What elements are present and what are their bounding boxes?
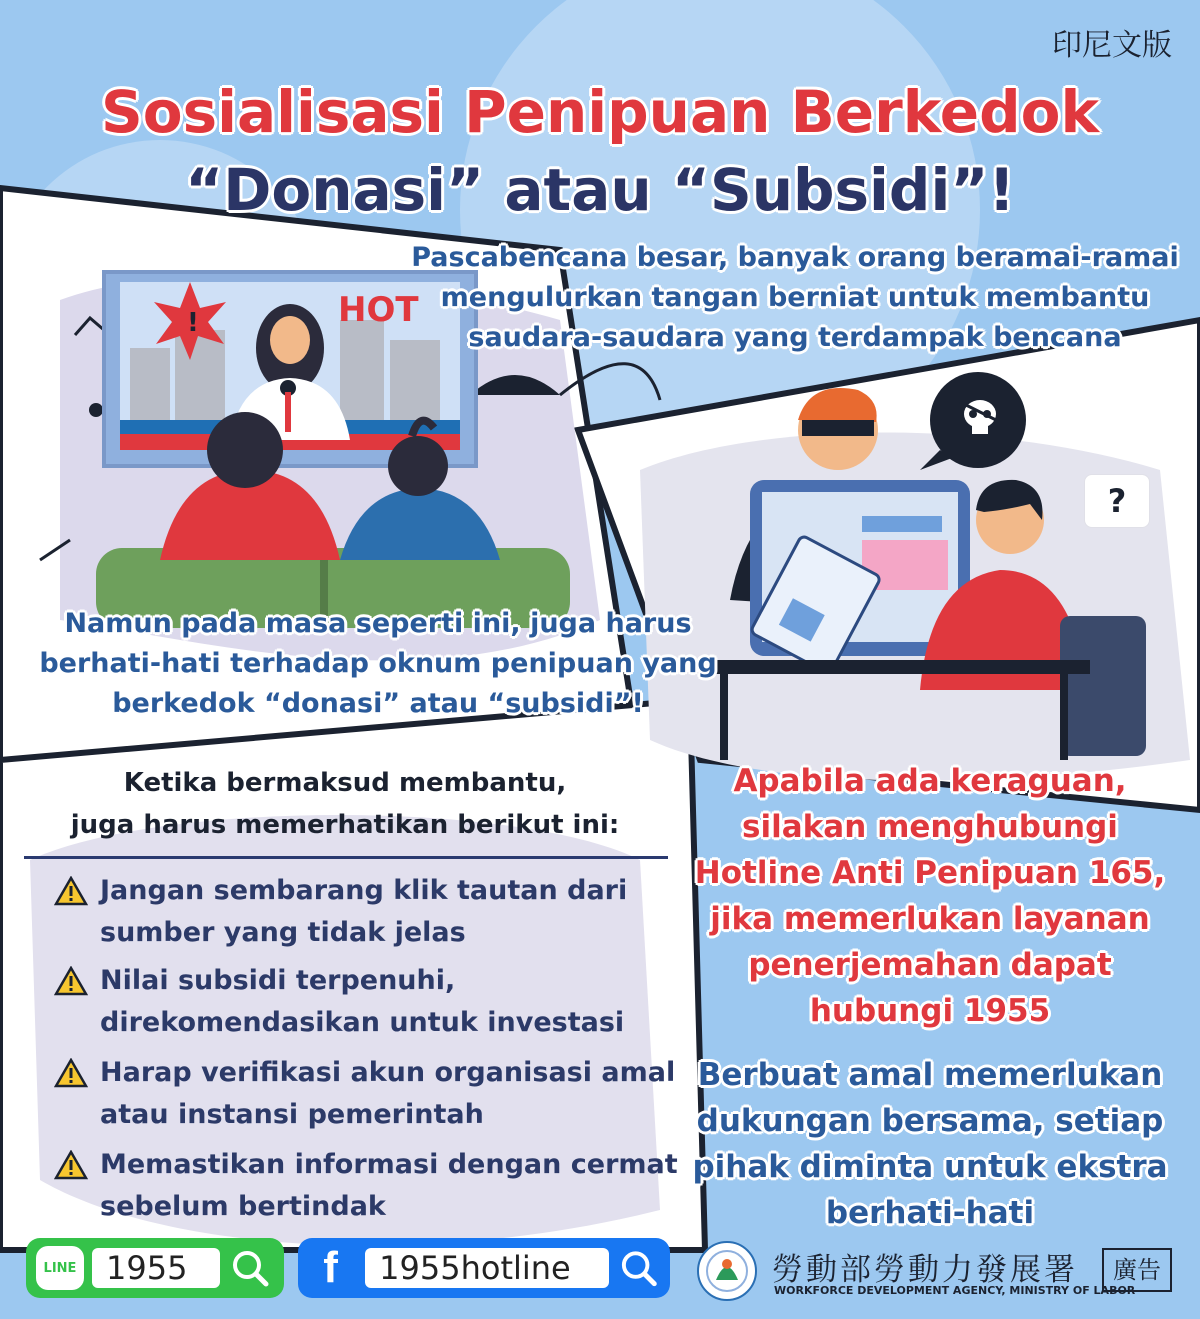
facebook-logo-label: f: [323, 1243, 338, 1292]
tip-item: [54, 960, 694, 1044]
tips-heading: [30, 762, 660, 846]
intro-line-1: Pascabencana besar, banyak orang beramai-ramai: [411, 242, 1179, 273]
tip-line: sebelum bertindak: [100, 1191, 386, 1222]
tv-alert-mark: !: [187, 308, 199, 338]
line-logo-label: LINE: [43, 1260, 77, 1276]
hotline-line-5: penerjemahan dapat: [748, 947, 1112, 983]
tip-line: sumber yang tidak jelas: [100, 917, 466, 948]
tip-item: [54, 870, 694, 954]
hotline-line-1: Apabila ada keraguan,: [733, 763, 1127, 799]
agency-seal-icon: [696, 1240, 758, 1302]
closing-line-4: berhati-hati: [825, 1195, 1035, 1231]
tips-heading-line-1: Ketika bermaksud membantu,: [123, 768, 567, 798]
question-mark: ?: [1107, 482, 1127, 520]
question-bubble: [1084, 474, 1150, 528]
warning-icon: [54, 876, 88, 906]
intro-line-2: mengulurkan tangan berniat untuk membantu: [440, 282, 1150, 313]
warning-icon: [54, 1058, 88, 1088]
line-search-field[interactable]: 1955: [92, 1248, 220, 1288]
warning-line-2: berhati-hati terhadap oknum penipuan yang: [39, 648, 717, 679]
warning-text: [20, 604, 736, 724]
tip-line: Memastikan informasi dengan cermat: [100, 1149, 678, 1180]
tv-hot-label: HOT: [338, 290, 419, 330]
skull-icon: [952, 390, 1008, 446]
tip-line: Jangan sembarang klik tautan dari: [100, 875, 628, 906]
hotline-line-6: hubungi 1955: [809, 993, 1051, 1029]
intro-line-3: saudara-saudara yang terdampak bencana: [468, 322, 1122, 353]
agency-name-en: WORKFORCE DEVELOPMENT AGENCY, MINISTRY OF LABOR: [774, 1284, 1136, 1297]
closing-line-2: dukungan bersama, setiap: [696, 1103, 1164, 1139]
tip-item: [54, 1144, 694, 1228]
search-icon[interactable]: [228, 1246, 272, 1290]
closing-text: [680, 1052, 1180, 1236]
page-title: Sosialisasi Penipuan Berkedok: [100, 78, 1100, 146]
warning-icon: [54, 1150, 88, 1180]
hotline-line-3: Hotline Anti Penipuan 165,: [694, 855, 1166, 891]
closing-line-3: pihak diminta untuk ekstra: [692, 1149, 1168, 1185]
warning-line-1: Namun pada masa seperti ini, juga harus: [64, 608, 692, 639]
tip-line: Nilai subsidi terpenuhi,: [100, 965, 456, 996]
agency-name-zh: 勞動部勞動力發展署: [772, 1252, 1078, 1288]
tip-line: atau instansi pemerintah: [100, 1099, 484, 1130]
line-logo-icon: [36, 1246, 84, 1290]
closing-line-1: Berbuat amal memerlukan: [697, 1057, 1163, 1093]
line-search-bar[interactable]: [26, 1238, 284, 1298]
tip-item: [54, 1052, 694, 1136]
warning-line-3: berkedok “donasi” atau “subsidi”!: [112, 688, 644, 719]
facebook-logo-icon: [308, 1245, 353, 1291]
search-icon[interactable]: [617, 1246, 660, 1290]
viewers-on-sofa-illustration: [90, 400, 580, 630]
facebook-search-field[interactable]: 1955hotline: [365, 1248, 609, 1288]
language-badge: 印尼文版: [1052, 28, 1172, 63]
facebook-search-bar[interactable]: [298, 1238, 670, 1298]
hotline-line-4: jika memerlukan layanan: [710, 901, 1150, 937]
tip-line: direkomendasikan untuk investasi: [100, 1007, 625, 1038]
tips-divider: [24, 856, 668, 859]
intro-text: [400, 238, 1190, 358]
tip-line: Harap verifikasi akun organisasi amal: [100, 1057, 676, 1088]
scammer-and-victim-illustration: [690, 360, 1180, 760]
hotline-line-2: silakan menghubungi: [742, 809, 1118, 845]
tips-heading-line-2: juga harus memerhatikan berikut ini:: [70, 810, 620, 840]
page-subtitle: “Donasi” atau “Subsidi”!: [185, 156, 1015, 224]
hotline-text: [680, 758, 1180, 1034]
ad-label: 廣告: [1102, 1248, 1172, 1292]
warning-icon: [54, 966, 88, 996]
